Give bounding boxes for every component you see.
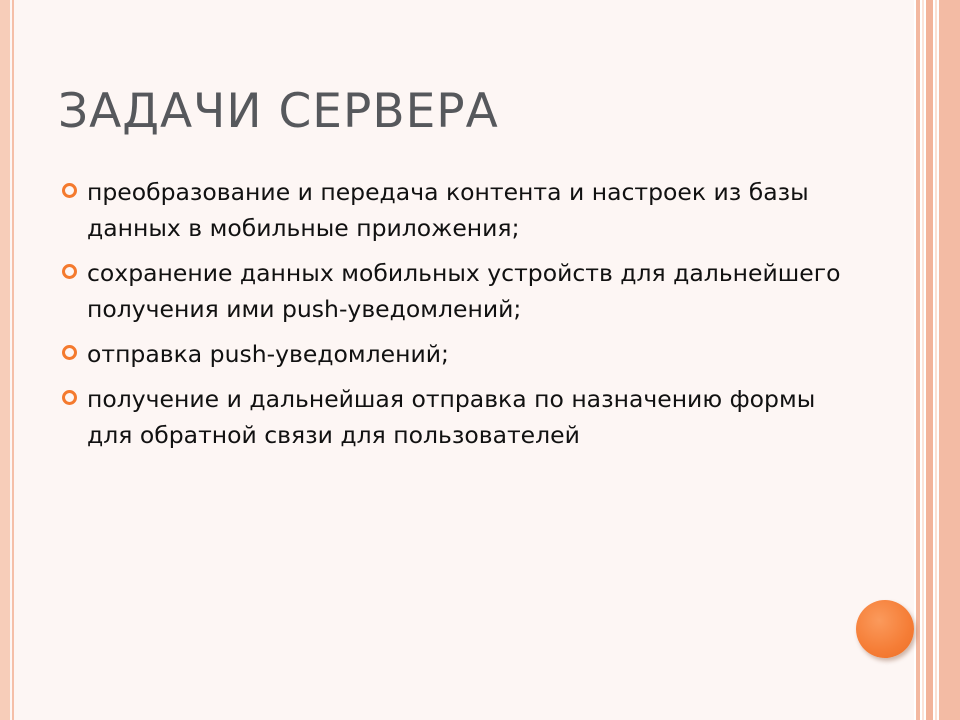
list-item xyxy=(62,255,852,327)
circle-outline-icon xyxy=(62,264,77,279)
right-stripe xyxy=(916,0,920,720)
right-stripe xyxy=(939,0,960,720)
list-item xyxy=(62,336,852,372)
bullet-text: преобразование и передача контента и настроек из базы данных в мобильные приложения; xyxy=(87,178,809,242)
circle-outline-icon xyxy=(62,345,77,360)
bullet-text: получение и дальнейшая отправка по назначению формы для обратной связи для пользователей xyxy=(87,385,816,449)
orange-circle-icon[interactable] xyxy=(856,600,914,658)
right-stripe xyxy=(935,0,937,720)
slide-title: ЗАДАЧИ СЕРВЕРА xyxy=(58,84,499,139)
left-decorative-band xyxy=(0,0,10,720)
circle-outline-icon xyxy=(62,183,77,198)
list-item xyxy=(62,381,852,453)
circle-outline-icon xyxy=(62,390,77,405)
frame-border-line xyxy=(12,0,14,720)
bullet-text: сохранение данных мобильных устройств для дальнейшего получения ими push-уведомлений; xyxy=(87,259,841,323)
right-stripe xyxy=(922,0,924,720)
bullet-list xyxy=(62,174,852,462)
list-item xyxy=(62,174,852,246)
right-stripe xyxy=(926,0,933,720)
bullet-text: отправка push-уведомлений; xyxy=(87,340,449,368)
